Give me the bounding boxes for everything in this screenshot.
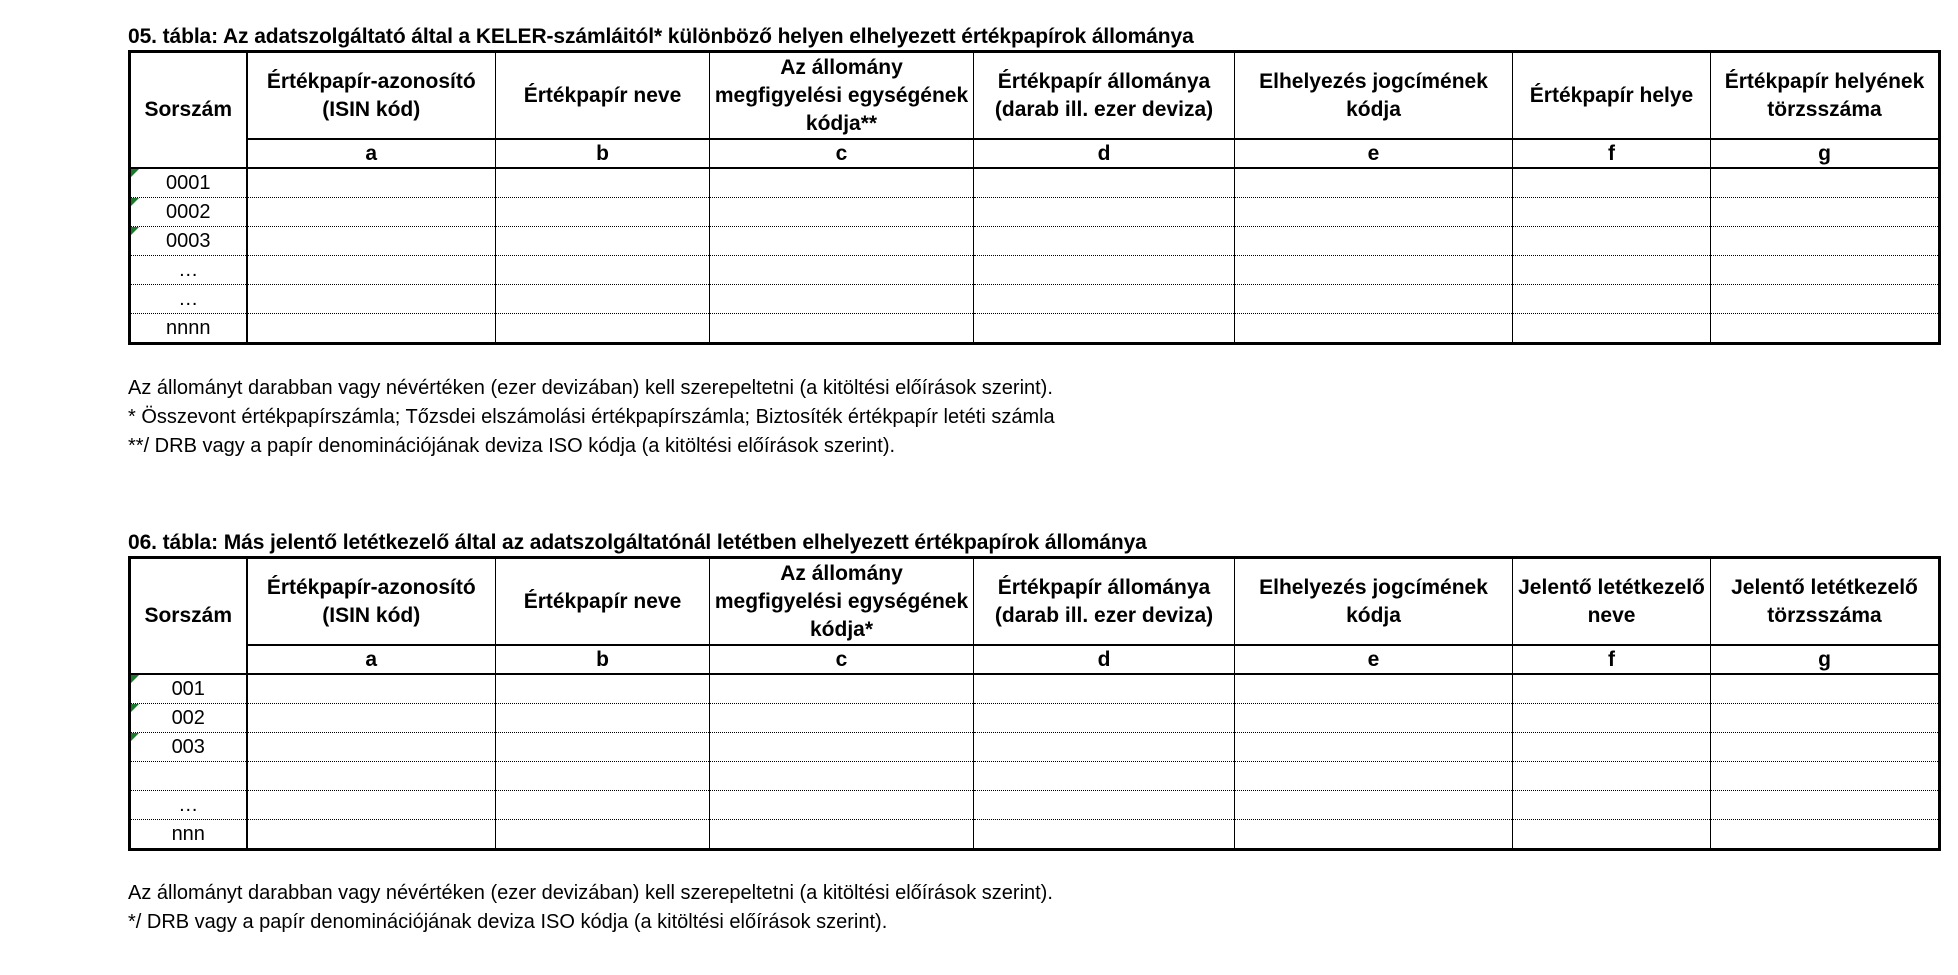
input-cell[interactable] — [1711, 704, 1940, 733]
input-cell[interactable] — [710, 762, 974, 791]
input-cell[interactable] — [974, 820, 1235, 850]
table-row — [130, 256, 1940, 285]
column-letter: g — [1711, 139, 1940, 168]
input-cell[interactable] — [496, 227, 710, 256]
input-cell[interactable] — [1235, 733, 1513, 762]
table-row — [130, 762, 1940, 791]
row-number: … — [130, 791, 247, 820]
note-line: */ DRB vagy a papír denominációjának deviza ISO kódja (a kitöltési előírások szerint). — [128, 911, 888, 933]
table-06 — [128, 556, 1941, 851]
column-header-name: Értékpapír neve — [496, 558, 710, 646]
input-cell[interactable] — [496, 168, 710, 198]
input-cell[interactable] — [974, 704, 1235, 733]
column-header-location: Értékpapír helye — [1513, 52, 1711, 140]
note-line: **/ DRB vagy a papír denominációjának deviza ISO kódja (a kitöltési előírások szerint). — [128, 435, 896, 457]
column-header-name: Értékpapír neve — [496, 52, 710, 140]
input-cell[interactable] — [710, 227, 974, 256]
table-row — [130, 733, 1940, 762]
table-06-title: 06. tábla: Más jelentő letétkezelő által az adatszolgáltatónál letétben elhelyezett értékpapírok állománya — [128, 531, 1147, 554]
column-letter: a — [247, 139, 496, 168]
input-cell[interactable] — [1235, 762, 1513, 791]
input-cell[interactable] — [710, 168, 974, 198]
column-header-unit-code: Az állomány megfigyelési egységének kódja* — [710, 558, 974, 646]
table-05-body — [130, 168, 1940, 344]
input-cell[interactable] — [1513, 820, 1711, 850]
input-cell[interactable] — [710, 704, 974, 733]
input-cell[interactable] — [1711, 820, 1940, 850]
input-cell[interactable] — [1513, 791, 1711, 820]
input-cell[interactable] — [247, 256, 496, 285]
input-cell[interactable] — [496, 733, 710, 762]
column-letter: g — [1711, 645, 1940, 674]
input-cell[interactable] — [974, 791, 1235, 820]
input-cell[interactable] — [1235, 227, 1513, 256]
input-cell[interactable] — [974, 198, 1235, 227]
table-row — [130, 198, 1940, 227]
column-letter: b — [496, 139, 710, 168]
input-cell[interactable] — [1711, 198, 1940, 227]
row-number: 0003 — [130, 227, 247, 256]
row-number: 003 — [130, 733, 247, 762]
input-cell[interactable] — [1513, 704, 1711, 733]
input-cell[interactable] — [974, 227, 1235, 256]
input-cell[interactable] — [496, 314, 710, 344]
column-header-holding: Értékpapír állománya (darab ill. ezer deviza) — [974, 558, 1235, 646]
input-cell[interactable] — [496, 704, 710, 733]
input-cell[interactable] — [710, 674, 974, 704]
input-cell[interactable] — [710, 256, 974, 285]
row-number: 0001 — [130, 168, 247, 198]
input-cell[interactable] — [1235, 285, 1513, 314]
table-row — [130, 227, 1940, 256]
row-number: 0002 — [130, 198, 247, 227]
input-cell[interactable] — [247, 820, 496, 850]
input-cell[interactable] — [1711, 256, 1940, 285]
column-letter: e — [1235, 645, 1513, 674]
input-cell[interactable] — [247, 314, 496, 344]
input-cell[interactable] — [710, 285, 974, 314]
input-cell[interactable] — [1711, 227, 1940, 256]
input-cell[interactable] — [1711, 791, 1940, 820]
input-cell[interactable] — [974, 674, 1235, 704]
input-cell[interactable] — [1235, 704, 1513, 733]
input-cell[interactable] — [496, 820, 710, 850]
row-number: nnn — [130, 820, 247, 850]
row-number: … — [130, 285, 247, 314]
table-row — [130, 704, 1940, 733]
table-row — [130, 285, 1940, 314]
input-cell[interactable] — [710, 733, 974, 762]
input-cell[interactable] — [974, 285, 1235, 314]
input-cell[interactable] — [1711, 733, 1940, 762]
input-cell[interactable] — [1513, 314, 1711, 344]
input-cell[interactable] — [247, 704, 496, 733]
input-cell[interactable] — [974, 762, 1235, 791]
input-cell[interactable] — [247, 733, 496, 762]
table-05-header-row — [130, 52, 1940, 140]
input-cell[interactable] — [710, 314, 974, 344]
input-cell[interactable] — [710, 791, 974, 820]
table-06-letter-row — [130, 645, 1940, 674]
input-cell[interactable] — [496, 198, 710, 227]
input-cell[interactable] — [1513, 674, 1711, 704]
table-05-title: 05. tábla: Az adatszolgáltató által a KELER-számláitól* különböző helyen elhelyezett értékpapírok állománya — [128, 25, 1194, 48]
column-header-custodian-name: Jelentő letétkezelő neve — [1513, 558, 1711, 646]
column-header-holding: Értékpapír állománya (darab ill. ezer deviza) — [974, 52, 1235, 140]
input-cell[interactable] — [496, 285, 710, 314]
column-header-custodian-id: Jelentő letétkezelő törzsszáma — [1711, 558, 1940, 646]
input-cell[interactable] — [247, 198, 496, 227]
table-06-body — [130, 674, 1940, 850]
table-05-notes — [128, 374, 1938, 461]
table-05 — [128, 50, 1941, 345]
column-letter: f — [1513, 139, 1711, 168]
input-cell[interactable] — [496, 791, 710, 820]
input-cell[interactable] — [247, 285, 496, 314]
table-row — [130, 314, 1940, 344]
input-cell[interactable] — [974, 314, 1235, 344]
table-06-notes — [128, 879, 1938, 937]
row-number: nnnn — [130, 314, 247, 344]
column-header-location-id: Értékpapír helyének törzsszáma — [1711, 52, 1940, 140]
column-letter: d — [974, 645, 1235, 674]
input-cell[interactable] — [710, 820, 974, 850]
input-cell[interactable] — [1513, 227, 1711, 256]
input-cell[interactable] — [1513, 285, 1711, 314]
table-row — [130, 674, 1940, 704]
input-cell[interactable] — [1235, 256, 1513, 285]
input-cell[interactable] — [1513, 198, 1711, 227]
input-cell[interactable] — [974, 733, 1235, 762]
row-number: 001 — [130, 674, 247, 704]
table-05-section — [128, 24, 1938, 461]
input-cell[interactable] — [496, 762, 710, 791]
input-cell[interactable] — [496, 674, 710, 704]
row-number: … — [130, 256, 247, 285]
input-cell[interactable] — [1711, 285, 1940, 314]
column-letter: b — [496, 645, 710, 674]
input-cell[interactable] — [1513, 256, 1711, 285]
input-cell[interactable] — [247, 762, 496, 791]
table-06-section — [128, 530, 1938, 937]
input-cell[interactable] — [974, 168, 1235, 198]
column-letter: e — [1235, 139, 1513, 168]
column-header-unit-code: Az állomány megfigyelési egységének kódja** — [710, 52, 974, 140]
row-number — [130, 762, 247, 791]
input-cell[interactable] — [1711, 168, 1940, 198]
input-cell[interactable] — [1513, 168, 1711, 198]
input-cell[interactable] — [496, 256, 710, 285]
column-header-sorszam: Sorszám — [130, 558, 247, 675]
input-cell[interactable] — [1235, 791, 1513, 820]
column-header-isin: Értékpapír-azonosító (ISIN kód) — [247, 558, 496, 646]
note-line: Az állományt darabban vagy névértéken (ezer devizában) kell szerepeltetni (a kitöltési előírások szerint). — [128, 377, 1053, 399]
input-cell[interactable] — [1711, 314, 1940, 344]
input-cell[interactable] — [1513, 762, 1711, 791]
column-letter: c — [710, 139, 974, 168]
input-cell[interactable] — [247, 674, 496, 704]
column-letter: c — [710, 645, 974, 674]
column-letter: f — [1513, 645, 1711, 674]
input-cell[interactable] — [1235, 674, 1513, 704]
column-header-title-code: Elhelyezés jogcímének kódja — [1235, 52, 1513, 140]
input-cell[interactable] — [247, 791, 496, 820]
table-row — [130, 168, 1940, 198]
input-cell[interactable] — [1235, 314, 1513, 344]
input-cell[interactable] — [710, 198, 974, 227]
table-row — [130, 820, 1940, 850]
input-cell[interactable] — [1235, 820, 1513, 850]
input-cell[interactable] — [1711, 762, 1940, 791]
input-cell[interactable] — [1513, 733, 1711, 762]
column-header-isin: Értékpapír-azonosító (ISIN kód) — [247, 52, 496, 140]
input-cell[interactable] — [247, 227, 496, 256]
column-letter: a — [247, 645, 496, 674]
table-05-letter-row — [130, 139, 1940, 168]
input-cell[interactable] — [1235, 168, 1513, 198]
table-06-header-row — [130, 558, 1940, 646]
row-number: 002 — [130, 704, 247, 733]
column-header-sorszam: Sorszám — [130, 52, 247, 169]
column-header-title-code: Elhelyezés jogcímének kódja — [1235, 558, 1513, 646]
input-cell[interactable] — [1711, 674, 1940, 704]
note-line: Az állományt darabban vagy névértéken (ezer devizában) kell szerepeltetni (a kitöltési előírások szerint). — [128, 882, 1053, 904]
input-cell[interactable] — [247, 168, 496, 198]
column-letter: d — [974, 139, 1235, 168]
table-row — [130, 791, 1940, 820]
note-line: * Összevont értékpapírszámla; Tőzsdei elszámolási értékpapírszámla; Biztosíték értékpapír letéti számla — [128, 406, 1055, 428]
input-cell[interactable] — [974, 256, 1235, 285]
input-cell[interactable] — [1235, 198, 1513, 227]
